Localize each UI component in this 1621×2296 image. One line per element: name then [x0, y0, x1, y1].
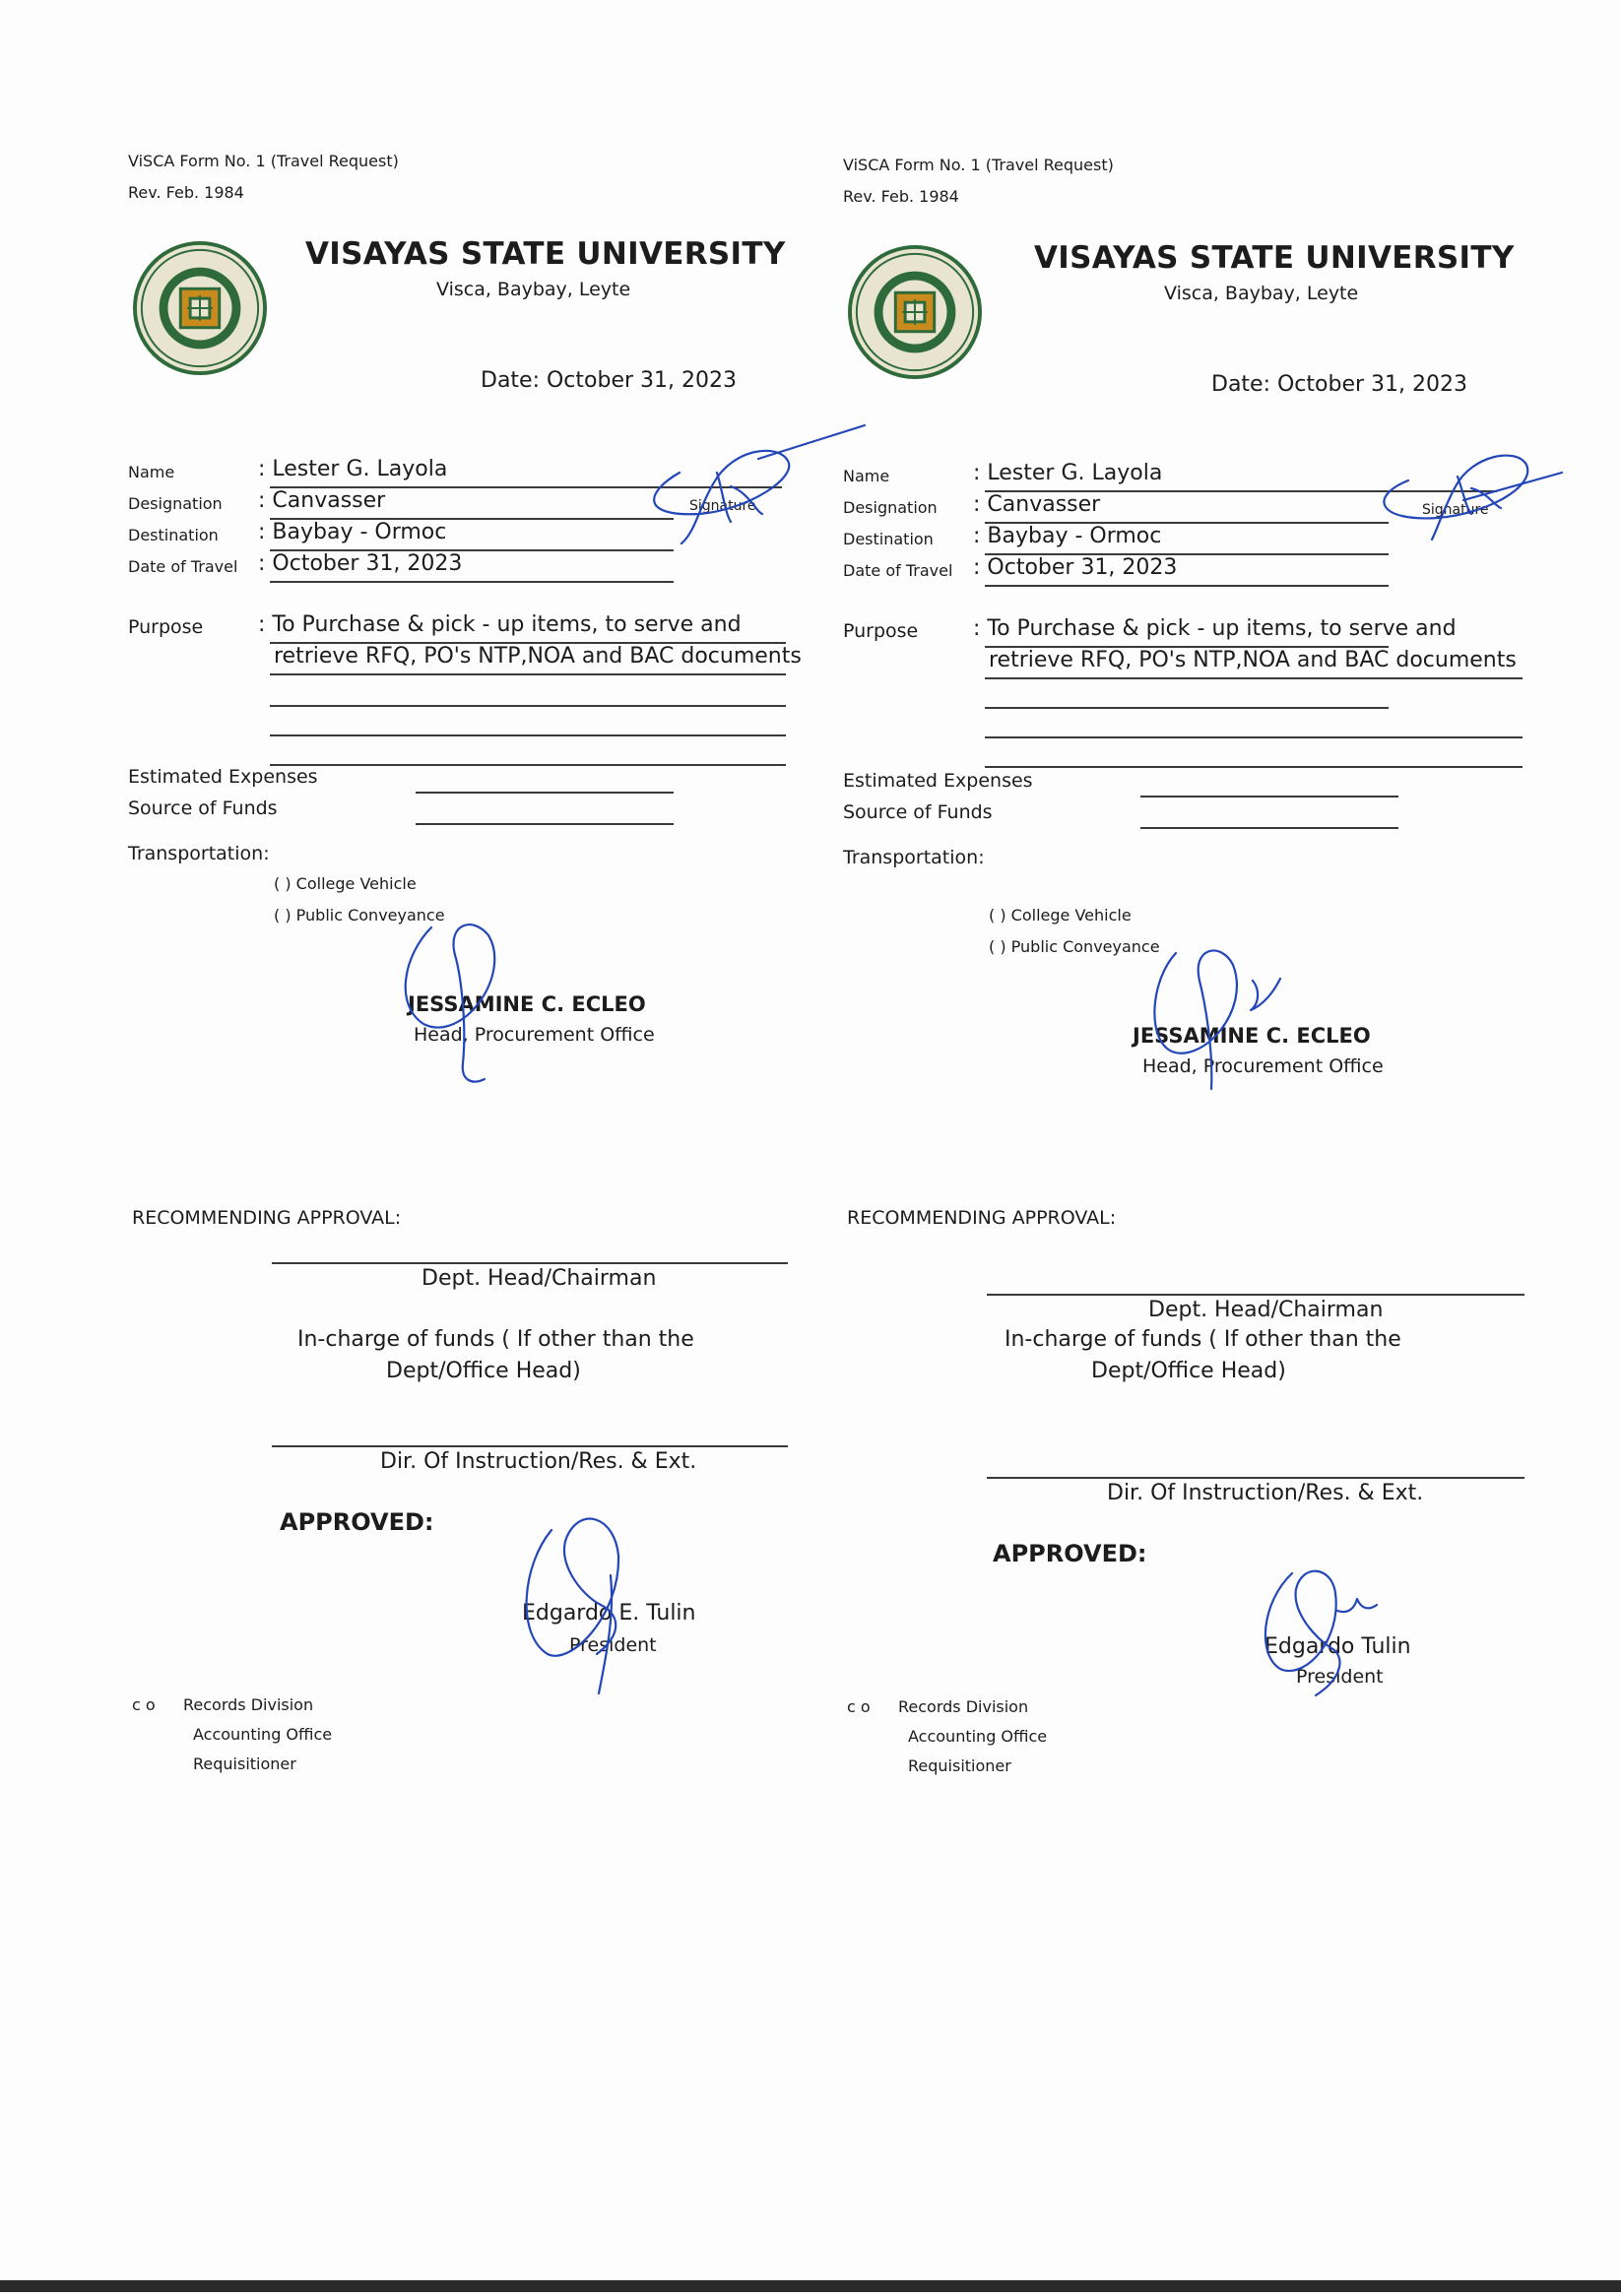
purpose-line-3 — [270, 705, 786, 707]
travel-request-form-right — [715, 4, 1525, 2296]
purpose-value-line1: : To Purchase & pick - up items, to serve and — [258, 612, 742, 637]
request-date: Date: October 31, 2023 — [1211, 372, 1467, 397]
president-title: President — [1296, 1666, 1384, 1688]
procurement-head-name: JESSAMINE C. ECLEO — [408, 992, 646, 1016]
date-of-travel-label: Date of Travel — [843, 561, 953, 580]
university-seal-icon — [847, 244, 983, 380]
requester-signature — [1369, 437, 1586, 555]
purpose-line-3 — [985, 707, 1389, 709]
cc-prefix: c o — [132, 1695, 156, 1714]
source-of-funds-line — [416, 823, 674, 825]
recommending-approval-label: RECOMMENDING APPROVAL: — [847, 1207, 1117, 1229]
purpose-line-4 — [270, 734, 786, 736]
approved-label: APPROVED: — [280, 1508, 434, 1536]
destination-value: : Baybay - Ormoc — [973, 524, 1162, 548]
approved-label: APPROVED: — [993, 1540, 1147, 1567]
college-vehicle-option: ( ) College Vehicle — [274, 874, 417, 893]
procurement-head-signature — [394, 916, 532, 1093]
cc-records-division: Records Division — [898, 1697, 1029, 1716]
procurement-head-title: Head, Procurement Office — [414, 1024, 655, 1046]
university-name: VISAYAS STATE UNIVERSITY — [305, 236, 786, 272]
president-title: President — [569, 1634, 657, 1656]
request-date: Date: October 31, 2023 — [481, 368, 737, 393]
estimated-expenses-label: Estimated Expenses — [128, 766, 318, 788]
cc-requisitioner: Requisitioner — [908, 1756, 1011, 1775]
source-of-funds-label: Source of Funds — [843, 801, 993, 823]
director-signature-line — [987, 1477, 1524, 1479]
purpose-line-5 — [270, 764, 786, 766]
procurement-head-title: Head, Procurement Office — [1142, 1055, 1384, 1077]
designation-label: Designation — [843, 498, 938, 517]
purpose-value-line1: : To Purchase & pick - up items, to serve and — [973, 616, 1457, 641]
purpose-line-2 — [270, 673, 786, 675]
purpose-value-line2: retrieve RFQ, PO's NTP,NOA and BAC documents — [274, 644, 802, 669]
procurement-head-name: JESSAMINE C. ECLEO — [1133, 1024, 1371, 1048]
source-of-funds-label: Source of Funds — [128, 797, 278, 819]
revision-date: Rev. Feb. 1984 — [128, 183, 244, 202]
cc-accounting-office: Accounting Office — [193, 1725, 333, 1744]
university-address: Visca, Baybay, Leyte — [1164, 283, 1359, 304]
director-signature-line — [272, 1445, 788, 1447]
designation-label: Designation — [128, 494, 223, 513]
college-vehicle-option: ( ) College Vehicle — [989, 906, 1132, 925]
director-caption: Dir. Of Instruction/Res. & Ext. — [380, 1449, 697, 1474]
purpose-line-5 — [985, 766, 1523, 768]
destination-label: Destination — [128, 526, 219, 544]
cc-records-division: Records Division — [183, 1695, 314, 1714]
signature-caption: Signature — [1422, 502, 1489, 518]
designation-value: : Canvasser — [973, 492, 1101, 517]
procurement-head-signature — [1142, 941, 1300, 1109]
in-charge-caption-line2: Dept/Office Head) — [386, 1359, 581, 1383]
signature-caption: Signature — [689, 498, 756, 514]
estimated-expenses-line — [416, 792, 674, 794]
president-name: Edgardo Tulin — [1264, 1634, 1411, 1659]
university-address: Visca, Baybay, Leyte — [436, 279, 631, 300]
purpose-label: Purpose — [128, 616, 204, 638]
dept-head-caption: Dept. Head/Chairman — [421, 1266, 657, 1291]
public-conveyance-option: ( ) Public Conveyance — [989, 937, 1160, 956]
name-value: : Lester G. Layola — [258, 457, 448, 481]
scan-bottom-edge — [0, 2280, 1621, 2292]
dept-head-caption: Dept. Head/Chairman — [1148, 1298, 1384, 1322]
revision-date: Rev. Feb. 1984 — [843, 187, 959, 206]
name-label: Name — [843, 467, 890, 485]
purpose-line-4 — [985, 736, 1523, 738]
in-charge-caption-line1: In-charge of funds ( If other than the — [297, 1327, 694, 1352]
in-charge-caption-line2: Dept/Office Head) — [1091, 1359, 1286, 1383]
cc-requisitioner: Requisitioner — [193, 1754, 296, 1773]
date-of-travel-value: : October 31, 2023 — [973, 555, 1178, 580]
director-caption: Dir. Of Instruction/Res. & Ext. — [1107, 1481, 1424, 1505]
form-number: ViSCA Form No. 1 (Travel Request) — [128, 152, 399, 170]
president-signature — [1247, 1560, 1385, 1707]
dept-head-signature-line — [272, 1262, 788, 1264]
date-of-travel-line — [270, 581, 674, 583]
travel-request-form-left — [0, 0, 810, 2292]
destination-value: : Baybay - Ormoc — [258, 520, 447, 544]
university-name: VISAYAS STATE UNIVERSITY — [1034, 240, 1515, 276]
president-signature — [512, 1506, 650, 1703]
cc-prefix: c o — [847, 1697, 871, 1716]
transportation-label: Transportation: — [843, 847, 985, 868]
estimated-expenses-label: Estimated Expenses — [843, 770, 1033, 792]
dept-head-signature-line — [987, 1294, 1524, 1296]
name-value: : Lester G. Layola — [973, 461, 1163, 485]
purpose-label: Purpose — [843, 620, 919, 642]
date-of-travel-label: Date of Travel — [128, 557, 238, 576]
transportation-label: Transportation: — [128, 843, 270, 864]
source-of-funds-line — [1140, 827, 1398, 829]
university-seal-icon — [132, 240, 268, 376]
destination-label: Destination — [843, 530, 934, 548]
form-number: ViSCA Form No. 1 (Travel Request) — [843, 156, 1114, 174]
public-conveyance-option: ( ) Public Conveyance — [274, 906, 445, 925]
designation-value: : Canvasser — [258, 488, 386, 513]
cc-accounting-office: Accounting Office — [908, 1727, 1048, 1746]
in-charge-caption-line1: In-charge of funds ( If other than the — [1005, 1327, 1401, 1352]
purpose-value-line2: retrieve RFQ, PO's NTP,NOA and BAC documents — [989, 648, 1517, 672]
estimated-expenses-line — [1140, 796, 1398, 797]
recommending-approval-label: RECOMMENDING APPROVAL: — [132, 1207, 402, 1229]
purpose-line-2 — [985, 677, 1523, 679]
date-of-travel-value: : October 31, 2023 — [258, 551, 463, 576]
name-label: Name — [128, 463, 175, 481]
date-of-travel-line — [985, 585, 1389, 587]
president-name: Edgardo E. Tulin — [522, 1601, 696, 1626]
